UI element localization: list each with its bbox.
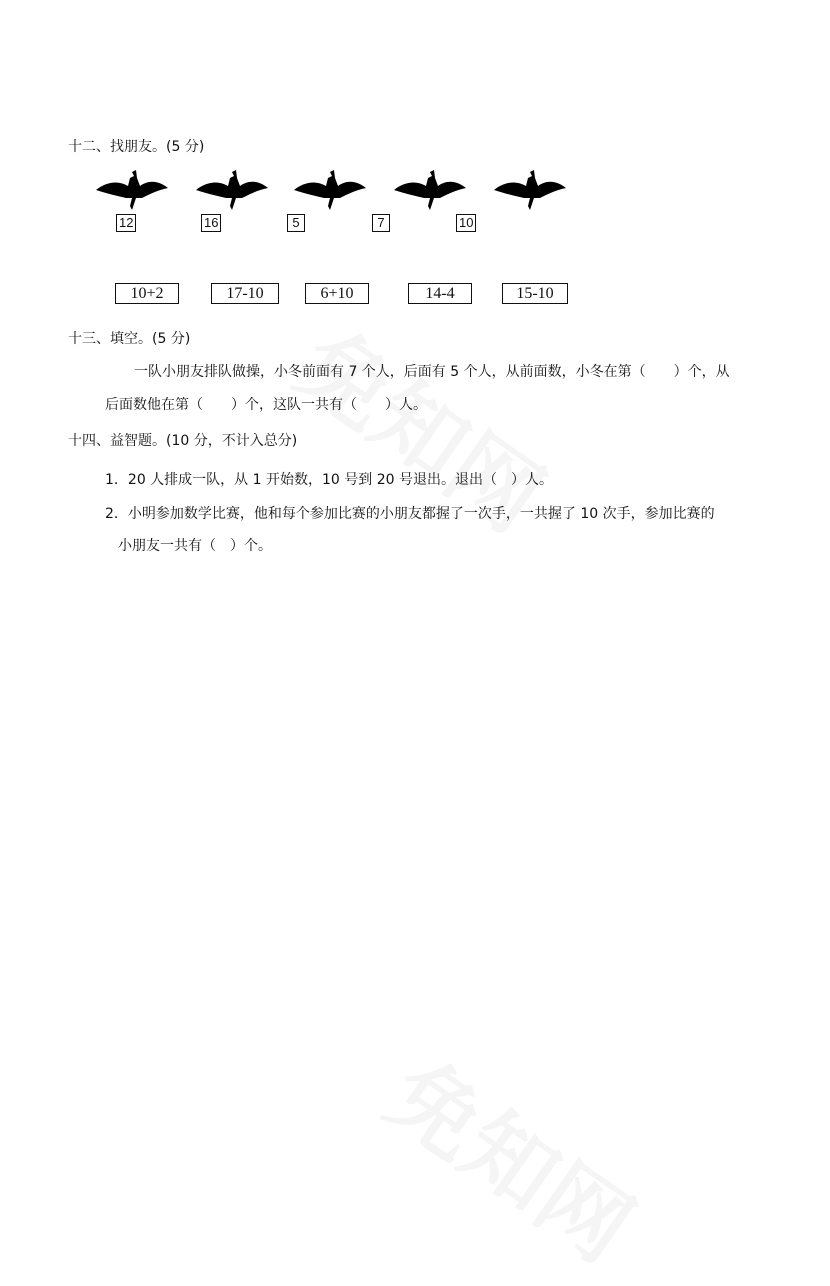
expression-box: 10+2 [115,283,179,304]
number-box: 7 [372,214,390,232]
number-box: 10 [456,214,476,232]
bird-1-icon [96,168,168,214]
expression-box: 15-10 [502,283,568,304]
expression-box: 17-10 [211,283,279,304]
bird-3-icon [294,168,366,214]
section-13-line-2: 后面数他在第（ ）个，这队一共有（ ）人。 [105,397,427,413]
number-box: 12 [116,214,136,232]
bird-2-icon [196,168,268,214]
bird-4-icon [394,168,466,214]
bird-5-icon [494,168,566,214]
number-box: 5 [287,214,305,232]
section-14-heading: 十四、益智题。(10 分，不计入总分) [68,433,298,449]
question-2-line-1: 2．小明参加数学比赛，他和每个参加比赛的小朋友都握了一次手，一共握了 10 次手，参加比赛的 [105,506,715,522]
question-2-line-2: 小朋友一共有（ ）个。 [118,538,272,554]
section-12-heading: 十二、找朋友。(5 分) [68,139,205,155]
expression-box: 14-4 [408,283,472,304]
expression-box: 6+10 [305,283,369,304]
number-box: 16 [201,214,221,232]
question-1: 1．20 人排成一队，从 1 开始数，10 号到 20 号退出。退出（ ）人。 [105,472,553,488]
section-13-heading: 十三、填空。(5 分) [68,331,191,347]
watermark [367,1024,663,1285]
section-13-line-1: 一队小朋友排队做操，小冬前面有 7 个人，后面有 5 个人，从前面数，小冬在第（ ）个，从 [134,364,730,380]
